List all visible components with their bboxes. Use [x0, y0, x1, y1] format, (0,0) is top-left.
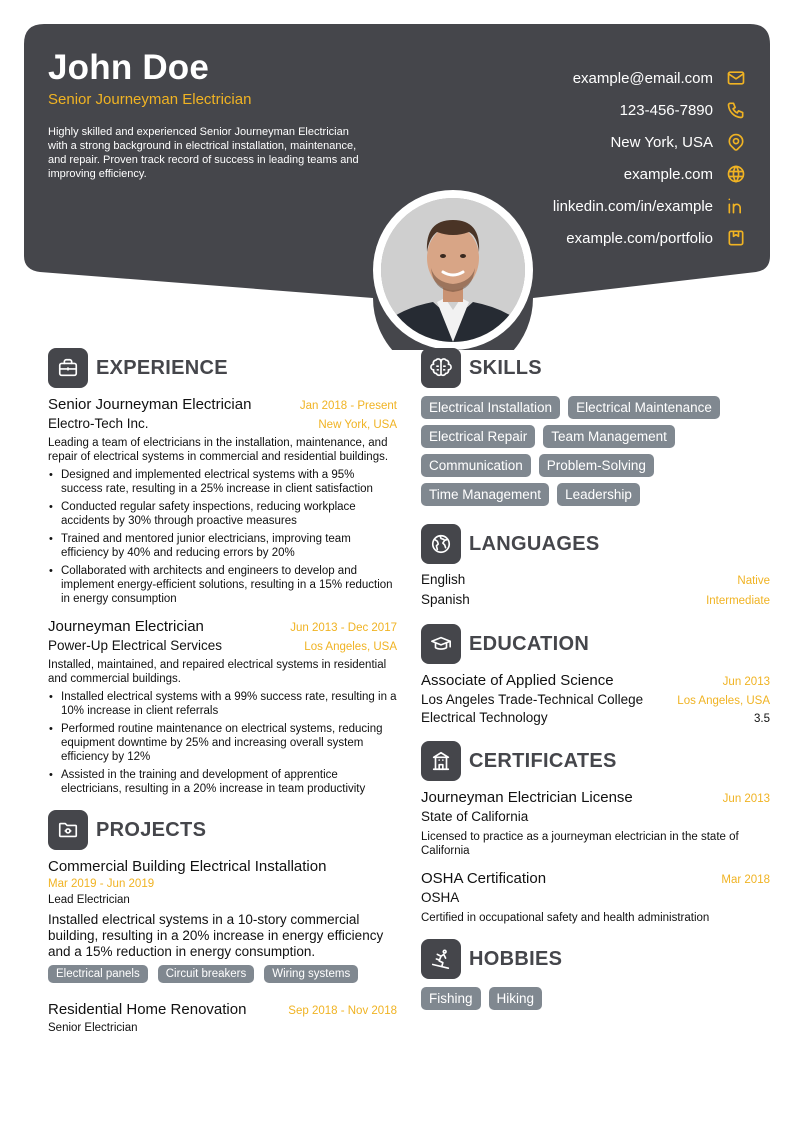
project-title: Commercial Building Electrical Installation: [48, 858, 327, 875]
phone-icon: [726, 100, 746, 120]
graduation-cap-icon: [421, 624, 461, 664]
experience-section: [48, 348, 397, 796]
list-item: • Collaborated with architects and engineers to develop and implement energy-efficient solutions, resulting in a 15% reduction in energy consumption: [48, 564, 397, 606]
project-role: Senior Electrician: [48, 1022, 138, 1034]
project-date: Mar 2019 - Jun 2019: [48, 878, 155, 890]
folder-icon: [48, 810, 88, 850]
list-item: • Conducted regular safety inspections, reducing workplace accidents by 30% through proactive measures: [48, 500, 397, 528]
list-item: • Performed routine maintenance on electrical systems, reducing equipment downtime by 25% and increasing overall system efficiency by 12%: [48, 722, 397, 764]
globe-icon: [726, 164, 746, 184]
language-level: Native: [737, 575, 770, 587]
certificate-issuer: State of California: [421, 809, 529, 824]
job-date: Jan 2018 - Present: [299, 400, 397, 412]
education-section: [421, 624, 770, 725]
education-field: Electrical Technology: [421, 710, 548, 725]
skills-title: SKILLS: [469, 356, 542, 379]
world-icon: [421, 524, 461, 564]
brain-icon: [421, 348, 461, 388]
list-item: • Installed electrical systems with a 99% success rate, resulting in a 10% increase in client referrals: [48, 690, 397, 718]
languages-section: [421, 524, 770, 612]
contact-email[interactable]: [386, 62, 746, 94]
certificates-section: [421, 741, 770, 925]
list-item: • Assisted in the training and development of apprentice electricians, resulting in a 20% increase in team productivity: [48, 768, 397, 796]
certificate-description: Certified in occupational safety and health administration: [421, 912, 710, 924]
certificate-description: Licensed to practice as a journeyman electrician in the state of California: [421, 831, 739, 857]
job-entry: [48, 396, 397, 606]
avatar: [381, 198, 525, 342]
project-tags: [48, 965, 397, 989]
project-tag: Wiring systems: [264, 965, 358, 983]
education-gpa: 3.5: [754, 713, 770, 725]
education-degree: Associate of Applied Science: [421, 672, 614, 689]
location-pin-icon: [726, 132, 746, 152]
right-column: [421, 348, 770, 1016]
certificate-name: OSHA Certification: [421, 870, 547, 887]
languages-title: LANGUAGES: [469, 532, 600, 555]
hobby-tag: Hiking: [489, 987, 543, 1010]
contact-phone[interactable]: [386, 94, 746, 126]
education-location: Los Angeles, USA: [677, 695, 770, 707]
skill-tag: Electrical Maintenance: [568, 396, 720, 419]
hobby-tag: Fishing: [421, 987, 481, 1010]
certificate-entry: [421, 789, 770, 858]
languages-heading: [421, 524, 770, 564]
education-school: Los Angeles Trade-Technical College: [421, 692, 644, 707]
language-name: English: [421, 572, 466, 587]
hobbies-heading: [421, 939, 770, 979]
mail-icon: [726, 68, 746, 88]
skiing-icon: [421, 939, 461, 979]
certificate-name: Journeyman Electrician License: [421, 789, 633, 806]
job-company: Power-Up Electrical Services: [48, 638, 223, 653]
hobbies-section: [421, 939, 770, 1016]
skills-section: [421, 348, 770, 512]
skill-tag: Communication: [421, 454, 531, 477]
skill-tag: Electrical Repair: [421, 425, 535, 448]
skills-heading: [421, 348, 770, 388]
candidate-name: John Doe: [48, 48, 210, 87]
experience-title: EXPERIENCE: [96, 356, 228, 379]
job-description: Leading a team of electricians in the installation, maintenance, and repair of electrical systems in commercial and residential buildings.: [48, 437, 389, 463]
profile-photo: [373, 190, 533, 350]
institution-icon: [421, 741, 461, 781]
candidate-title: Senior Journeyman Electrician: [48, 91, 252, 108]
skill-tag: Team Management: [543, 425, 675, 448]
language-row: [421, 592, 770, 612]
resume-header: [0, 0, 794, 350]
website-text[interactable]: example.com: [623, 165, 713, 183]
job-achievements: [48, 690, 397, 796]
project-entry: [48, 1001, 397, 1034]
project-tag: Electrical panels: [48, 965, 148, 983]
list-item: • Trained and mentored junior electricians, improving team efficiency by 40% and reducing errors by 20%: [48, 532, 397, 560]
linkedin-icon: [726, 196, 746, 216]
job-description: Installed, maintained, and repaired electrical systems in residential and commercial buildings.: [48, 659, 387, 685]
job-entry: [48, 618, 397, 796]
job-role: Senior Journeyman Electrician: [48, 396, 252, 413]
project-role: Lead Electrician: [48, 894, 130, 906]
project-tag: Circuit breakers: [158, 965, 255, 983]
language-level: Intermediate: [706, 595, 770, 607]
language-row: [421, 572, 770, 592]
job-role: Journeyman Electrician: [48, 618, 204, 635]
contact-website[interactable]: [386, 158, 746, 190]
certificate-issuer: OSHA: [421, 890, 460, 905]
certificates-heading: [421, 741, 770, 781]
certificate-date: Mar 2018: [721, 874, 770, 886]
list-item: • Designed and implemented electrical systems with a 95% success rate, resulting in a 25% increase in client satisfaction: [48, 468, 397, 496]
skill-tag: Time Management: [421, 483, 549, 506]
certificate-entry: [421, 870, 770, 925]
certificates-title: CERTIFICATES: [469, 749, 617, 772]
project-description: Installed electrical systems in a 10-story commercial building, resulting in a 20% increase in energy efficiency and a 15% reduction in energy consumption.: [48, 912, 384, 959]
job-location: Los Angeles, USA: [304, 641, 397, 653]
skill-tag: Problem-Solving: [539, 454, 654, 477]
projects-heading: [48, 810, 397, 850]
job-achievements: [48, 468, 397, 606]
profile-summary: Highly skilled and experienced Senior Journeyman Electrician with a strong background in electrical installation, maintenance, and repair. Proven track record of success in leading teams and improving efficiency.: [48, 126, 359, 180]
experience-heading: [48, 348, 397, 388]
hobbies-title: HOBBIES: [469, 947, 563, 970]
project-entry: [48, 858, 397, 989]
left-column: [48, 348, 397, 1034]
portfolio-text[interactable]: example.com/portfolio: [566, 229, 713, 247]
contact-location: [386, 126, 746, 158]
certificate-date: Jun 2013: [722, 793, 770, 805]
project-title: Residential Home Renovation: [48, 1001, 247, 1018]
hobby-tags: [421, 987, 770, 1016]
project-date: Sep 2018 - Nov 2018: [288, 1005, 397, 1017]
portfolio-icon: [726, 228, 746, 248]
briefcase-icon: [48, 348, 88, 388]
phone-text[interactable]: 123-456-7890: [619, 101, 713, 119]
job-date: Jun 2013 - Dec 2017: [290, 622, 397, 634]
language-name: Spanish: [421, 592, 470, 607]
education-heading: [421, 624, 770, 664]
location-text: New York, USA: [610, 133, 713, 151]
skill-tag: Electrical Installation: [421, 396, 560, 419]
email-text[interactable]: example@email.com: [572, 69, 713, 87]
education-date: Jun 2013: [722, 676, 770, 688]
projects-section: [48, 810, 397, 1034]
job-location: New York, USA: [318, 419, 397, 431]
education-title: EDUCATION: [469, 632, 590, 655]
skill-tag: Leadership: [557, 483, 640, 506]
portrait-illustration: [381, 198, 525, 342]
projects-title: PROJECTS: [96, 818, 207, 841]
job-company: Electro-Tech Inc.: [48, 416, 149, 431]
linkedin-text[interactable]: linkedin.com/in/example: [552, 197, 713, 215]
skills-tags: [421, 396, 770, 512]
